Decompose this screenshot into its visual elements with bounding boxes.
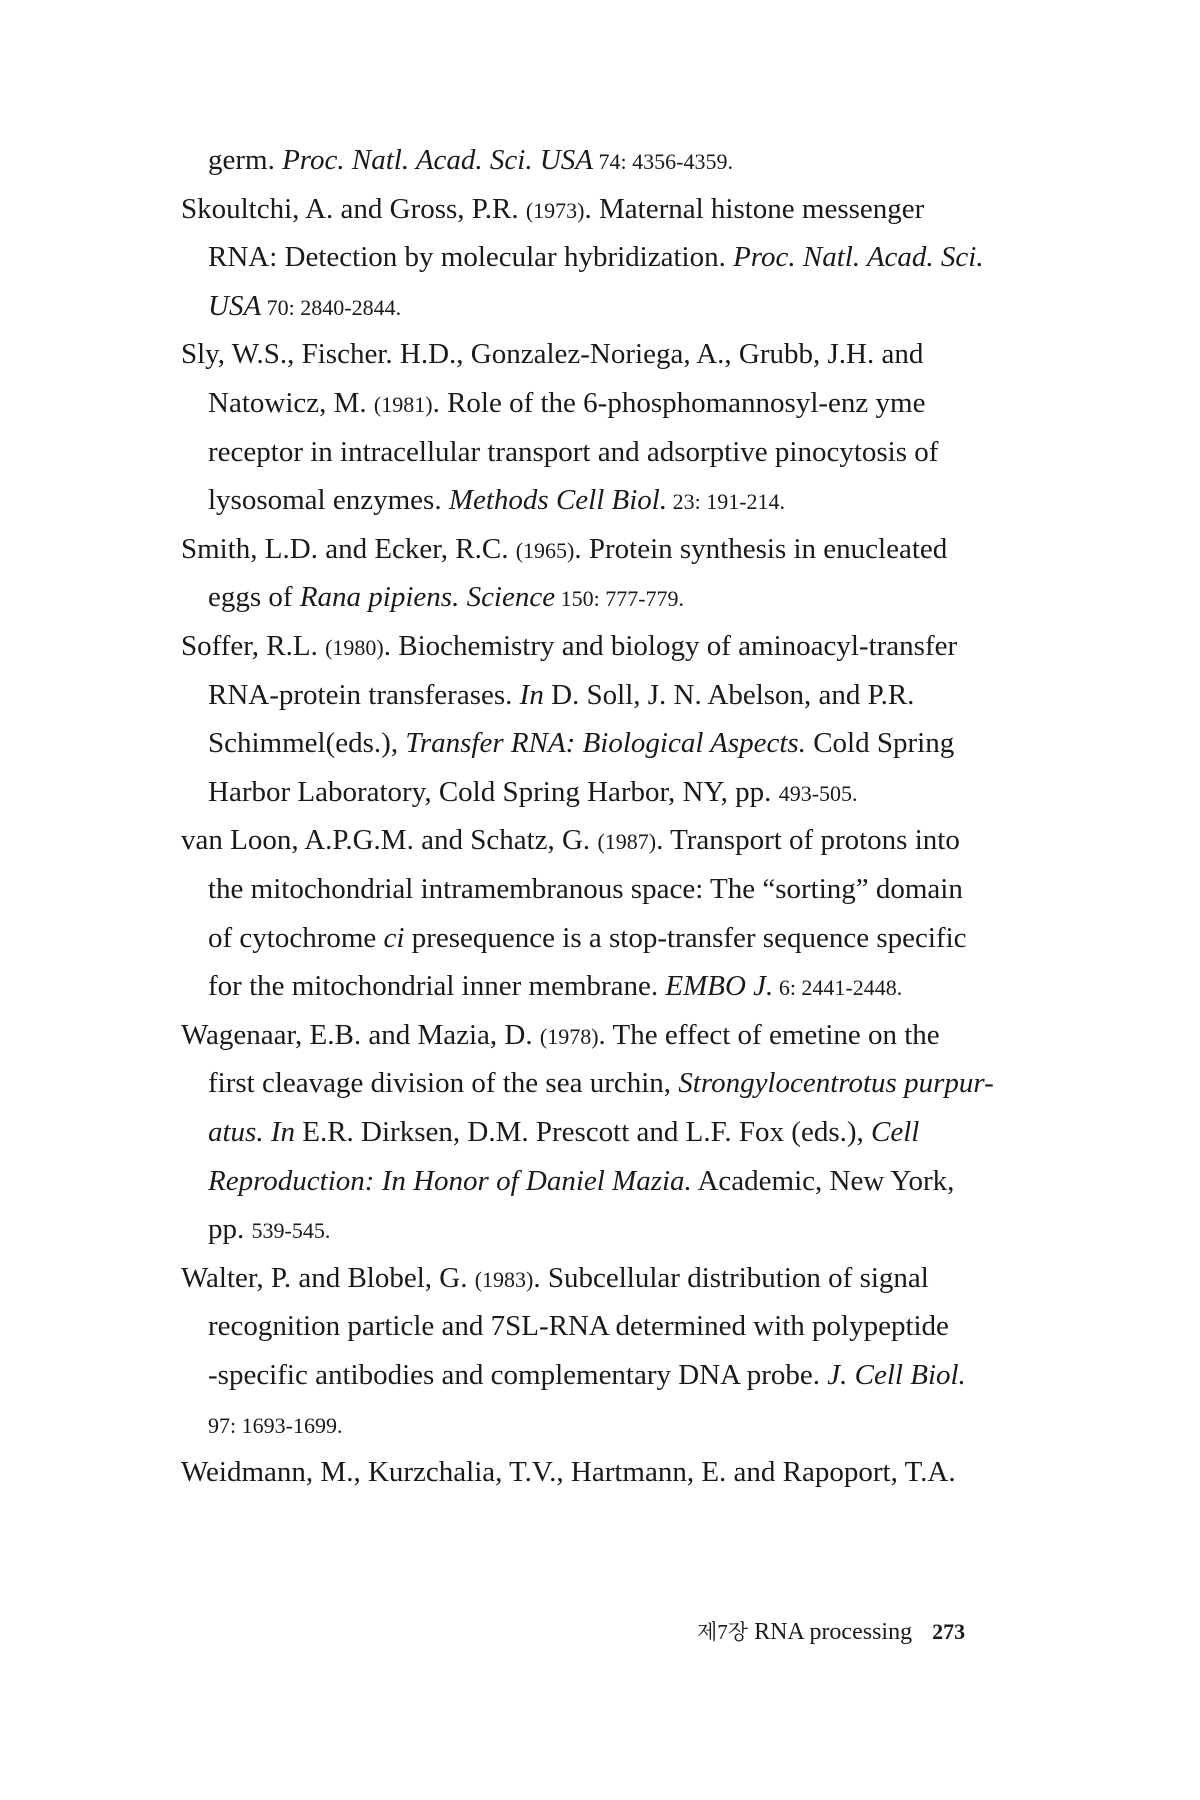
- reference-line: [208, 1165, 954, 1198]
- text-run: (1987): [597, 829, 657, 855]
- text-run: . Maternal histone messenger: [584, 192, 925, 225]
- italic-text: Proc. Natl. Acad. Sci.: [733, 241, 984, 274]
- chapter-suffix: 장: [727, 1620, 749, 1644]
- reference-line: [181, 1262, 929, 1295]
- text-run: Skoultchi, A. and Gross, P.R.: [181, 192, 526, 225]
- text-run: lysosomal enzymes.: [208, 484, 449, 517]
- reference-line: [208, 144, 733, 177]
- reference-line: [208, 1116, 919, 1149]
- reference-line: [181, 533, 947, 566]
- italic-text: ci: [383, 921, 405, 954]
- reference-line: [208, 484, 785, 517]
- reference-line: [208, 290, 401, 323]
- text-run: 493-505.: [778, 780, 858, 806]
- text-run: (1973): [525, 197, 585, 223]
- chapter-title: RNA processing: [754, 1619, 913, 1645]
- text-run: (1983): [474, 1266, 534, 1292]
- text-run: D. Soll, J. N. Abelson, and P.R.: [543, 678, 915, 711]
- page-number: 273: [932, 1619, 966, 1644]
- text-run: Smith, L.D. and Ecker, R.C.: [181, 532, 516, 565]
- reference-line: [208, 1408, 342, 1441]
- text-run: 70: 2840-2844.: [261, 294, 402, 320]
- text-run: 539-545.: [251, 1218, 331, 1244]
- italic-text: In: [519, 678, 544, 711]
- italic-text: Cell: [871, 1116, 920, 1148]
- italic-text: Proc. Natl. Acad. Sci. USA: [282, 144, 593, 176]
- reference-line: [181, 630, 957, 663]
- reference-line: [208, 1213, 330, 1246]
- text-run: Soffer, R.L.: [181, 630, 326, 662]
- reference-line: [181, 338, 923, 371]
- text-run: Natowicz, M.: [208, 387, 374, 419]
- text-run: 6: 2441-2448.: [773, 975, 903, 1001]
- text-run: germ.: [208, 144, 283, 176]
- text-run: 97: 1693-1699.: [208, 1412, 343, 1438]
- text-run: . The effect of emetine on the: [598, 1018, 940, 1051]
- reference-line: [208, 679, 914, 712]
- text-run: (1981): [373, 392, 433, 417]
- reference-line: [208, 1359, 966, 1392]
- text-run: presequence is a stop-transfer sequence specific: [404, 921, 967, 954]
- text-run: receptor in intracellular transport and adsorptive pinocytosis of: [208, 435, 939, 468]
- italic-text: Reproduction: In Honor of Daniel Mazia.: [208, 1164, 692, 1197]
- text-run: (1965): [515, 537, 575, 563]
- italic-text: Rana pipiens. Science: [299, 581, 556, 614]
- reference-line: [208, 436, 938, 469]
- text-run: (1980): [325, 635, 384, 660]
- text-run: eggs of: [208, 581, 300, 614]
- reference-line: [181, 824, 960, 857]
- text-run: Cold Spring: [805, 727, 955, 760]
- italic-text: J. Cell Biol.: [827, 1359, 966, 1391]
- text-run: RNA: Detection by molecular hybridization.: [208, 241, 734, 274]
- text-run: for the mitochondrial inner membrane.: [208, 970, 666, 1003]
- reference-line: [208, 1310, 949, 1343]
- text-run: of cytochrome: [208, 921, 384, 954]
- text-run: Wagenaar, E.B. and Mazia, D.: [181, 1018, 540, 1051]
- text-run: Walter, P. and Blobel, G.: [181, 1261, 475, 1294]
- text-run: recognition particle and 7SL-RNA determined with polypeptide: [208, 1310, 949, 1343]
- text-run: Harbor Laboratory, Cold Spring Harbor, NY, pp.: [208, 775, 779, 808]
- italic-text: atus. In: [208, 1116, 295, 1148]
- text-run: . Biochemistry and biology of aminoacyl-transfer: [383, 630, 958, 662]
- text-run: . Transport of protons into: [656, 824, 960, 857]
- chapter-prefix: 제: [697, 1620, 718, 1644]
- text-run: Academic, New York,: [691, 1164, 955, 1197]
- reference-line: [208, 241, 984, 274]
- text-run: Sly, W.S., Fischer. H.D., Gonzalez-Noriega, A., Grubb, J.H. and: [181, 338, 924, 371]
- text-run: . Role of the 6-phosphomannosyl-enz yme: [432, 387, 926, 419]
- reference-line: [208, 1067, 994, 1100]
- reference-line: [208, 581, 684, 614]
- text-run: 23: 191-214.: [667, 489, 786, 515]
- page-footer: [697, 1616, 965, 1646]
- italic-text: EMBO J.: [665, 970, 774, 1003]
- italic-text: Strongylocentrotus purpur-: [678, 1067, 994, 1100]
- reference-line: [181, 1019, 940, 1052]
- text-run: RNA-protein transferases.: [208, 678, 520, 711]
- text-run: pp.: [208, 1213, 252, 1246]
- text-run: the mitochondrial intramembranous space: The “sorting” domain: [208, 873, 963, 905]
- reference-line: [208, 727, 954, 760]
- text-run: Weidmann, M., Kurzchalia, T.V., Hartmann, E. and Rapoport, T.A.: [181, 1456, 956, 1489]
- text-run: first cleavage division of the sea urchin,: [208, 1067, 679, 1100]
- reference-line: [208, 922, 967, 955]
- text-run: . Protein synthesis in enucleated: [574, 532, 948, 565]
- reference-line: [181, 193, 924, 226]
- reference-line: [208, 387, 925, 420]
- text-run: 150: 777-779.: [555, 586, 685, 612]
- text-run: Schimmel(eds.),: [208, 727, 406, 760]
- text-run: (1978): [539, 1023, 599, 1049]
- italic-text: USA: [208, 289, 262, 322]
- text-run: E.R. Dirksen, D.M. Prescott and L.F. Fox (eds.),: [295, 1116, 872, 1148]
- reference-line: [208, 970, 902, 1003]
- text-run: van Loon, A.P.G.M. and Schatz, G.: [181, 824, 598, 857]
- text-run: . Subcellular distribution of signal: [533, 1261, 929, 1294]
- italic-text: Transfer RNA: Biological Aspects.: [405, 727, 806, 760]
- reference-line: [208, 776, 858, 809]
- italic-text: Methods Cell Biol.: [448, 484, 668, 517]
- reference-line: [208, 873, 963, 906]
- chapter-number: 7: [717, 1620, 728, 1644]
- text-run: 74: 4356-4359.: [593, 149, 733, 174]
- text-run: -specific antibodies and complementary DNA probe.: [208, 1359, 828, 1391]
- reference-line: [181, 1456, 956, 1489]
